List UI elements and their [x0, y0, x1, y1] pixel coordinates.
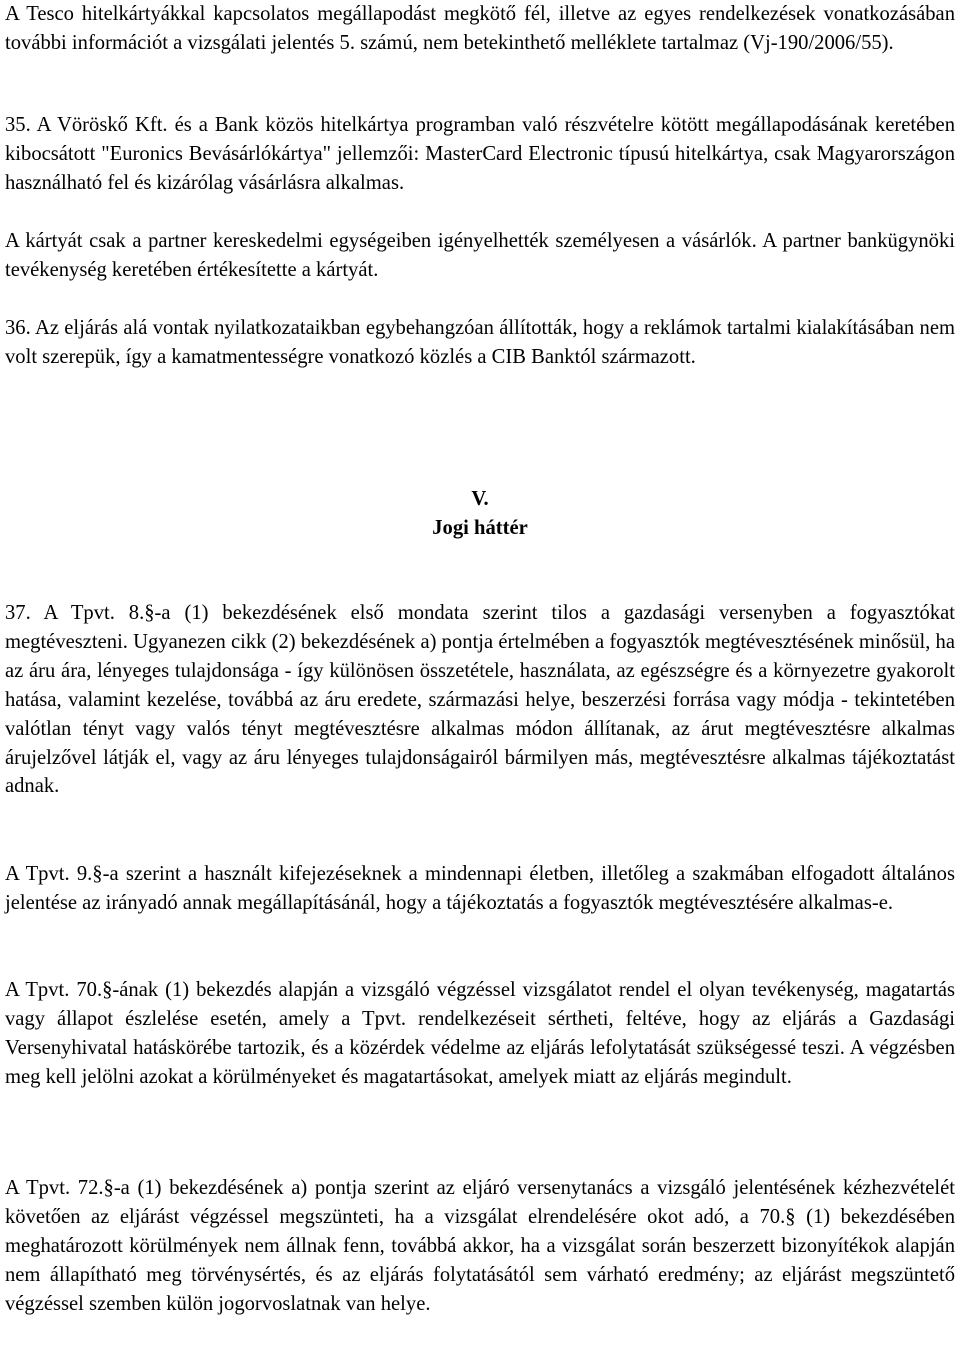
paragraph-37-tpvt-8: 37. A Tpvt. 8.§-a (1) bekezdésének első mondata szerint tilos a gazdasági versenyben a fogyasztókat megtéveszteni. Ugyanezen cikk (2) bekezdésének a) pontja értelmében a fogyasztók megtévesztésének minősül, ha az áru ára, lényeges tulajdonsága - így különösen összetétele, használata, az egészségre és a környezetre gyakorolt hatása, valamint kezelése, továbbá az áru eredete, származási helye, beszerzési forrása vagy módja - tekintetében valótlan tényt vagy valós tényt megtévesztésre alkalmas módon állítanak, az árut megtévesztésre alkalmas árujelzővel látják el, vagy az áru lényeges tulajdonságairól bármilyen más, megtévesztésre alkalmas tájékoztatást adnak. [5, 602, 955, 798]
paragraph-36-statements: 36. Az eljárás alá vontak nyilatkozataikban egybehangzóan állították, hogy a reklámok tartalmi kialakításában nem volt szerepük, így a kamatmentességre vonatkozó közlés a CIB Banktól származott. [5, 317, 955, 368]
paragraph-tesco-agreement: A Tesco hitelkártyákkal kapcsolatos megállapodást megkötő fél, illetve az egyes rendelkezések vonatkozásában további információt a vizsgálati jelentés 5. számú, nem betekinthető melléklete tartalmaz (Vj-190/2006/55). [5, 3, 955, 54]
paragraph-tpvt-72: A Tpvt. 72.§-a (1) bekezdésének a) pontja szerint az eljáró versenytanács a vizsgáló jelentésének kézhezvételét követően az eljárást végzéssel megszünteti, ha a vizsgálat elrendelésére okot adó, a 70.§ (1) bekezdésében meghatározott körülmények nem állnak fenn, továbbá akkor, ha a vizsgálat során beszerzett bizonyítékok alapján nem állapítható meg törvénysértés, és az eljárás folytatásától sem várható eredmény; az eljárást megszüntető végzéssel szemben külön jogorvoslatnak van helye. [5, 1177, 955, 1315]
paragraph-tpvt-9: A Tpvt. 9.§-a szerint a használt kifejezéseknek a mindennapi életben, illetőleg a szakmában elfogadott általános jelentése az irányadó annak megállapításánál, hogy a tájékoztatás a fogyasztók megtévesztésére alkalmas-e. [5, 863, 955, 914]
section-number: V. [471, 488, 489, 510]
paragraph-35-card-features: 35. A Vöröskő Kft. és a Bank közös hitelkártya programban való részvételre kötött megállapodásának keretében kibocsátott "Euronics Bevásárlókártya" jellemzői: MasterCard Electronic típusú hitelkártya, csak Magyarországon használható fel és kizárólag vásárlásra alkalmas. [5, 114, 955, 194]
paragraph-35-card-sales: A kártyát csak a partner kereskedelmi egységeiben igényelhették személyesen a vásárlók. A partner bankügynöki tevékenység keretében értékesítette a kártyát. [5, 230, 955, 281]
section-heading [5, 485, 955, 543]
section-title: Jogi háttér [432, 517, 528, 539]
paragraph-tpvt-70: A Tpvt. 70.§-ának (1) bekezdés alapján a vizsgáló végzéssel vizsgálatot rendel el olyan tevékenység, magatartás vagy állapot észlelése esetén, amely a Tpvt. rendelkezéseit sértheti, feltéve, hogy az eljárás a Gazdasági Versenyhivatal hatáskörébe tartozik, és a közérdek védelme az eljárás lefolytatását szükségessé teszi. A végzésben meg kell jelölni azokat a körülményeket és magatartásokat, amelyek miatt az eljárás megindult. [5, 979, 955, 1088]
